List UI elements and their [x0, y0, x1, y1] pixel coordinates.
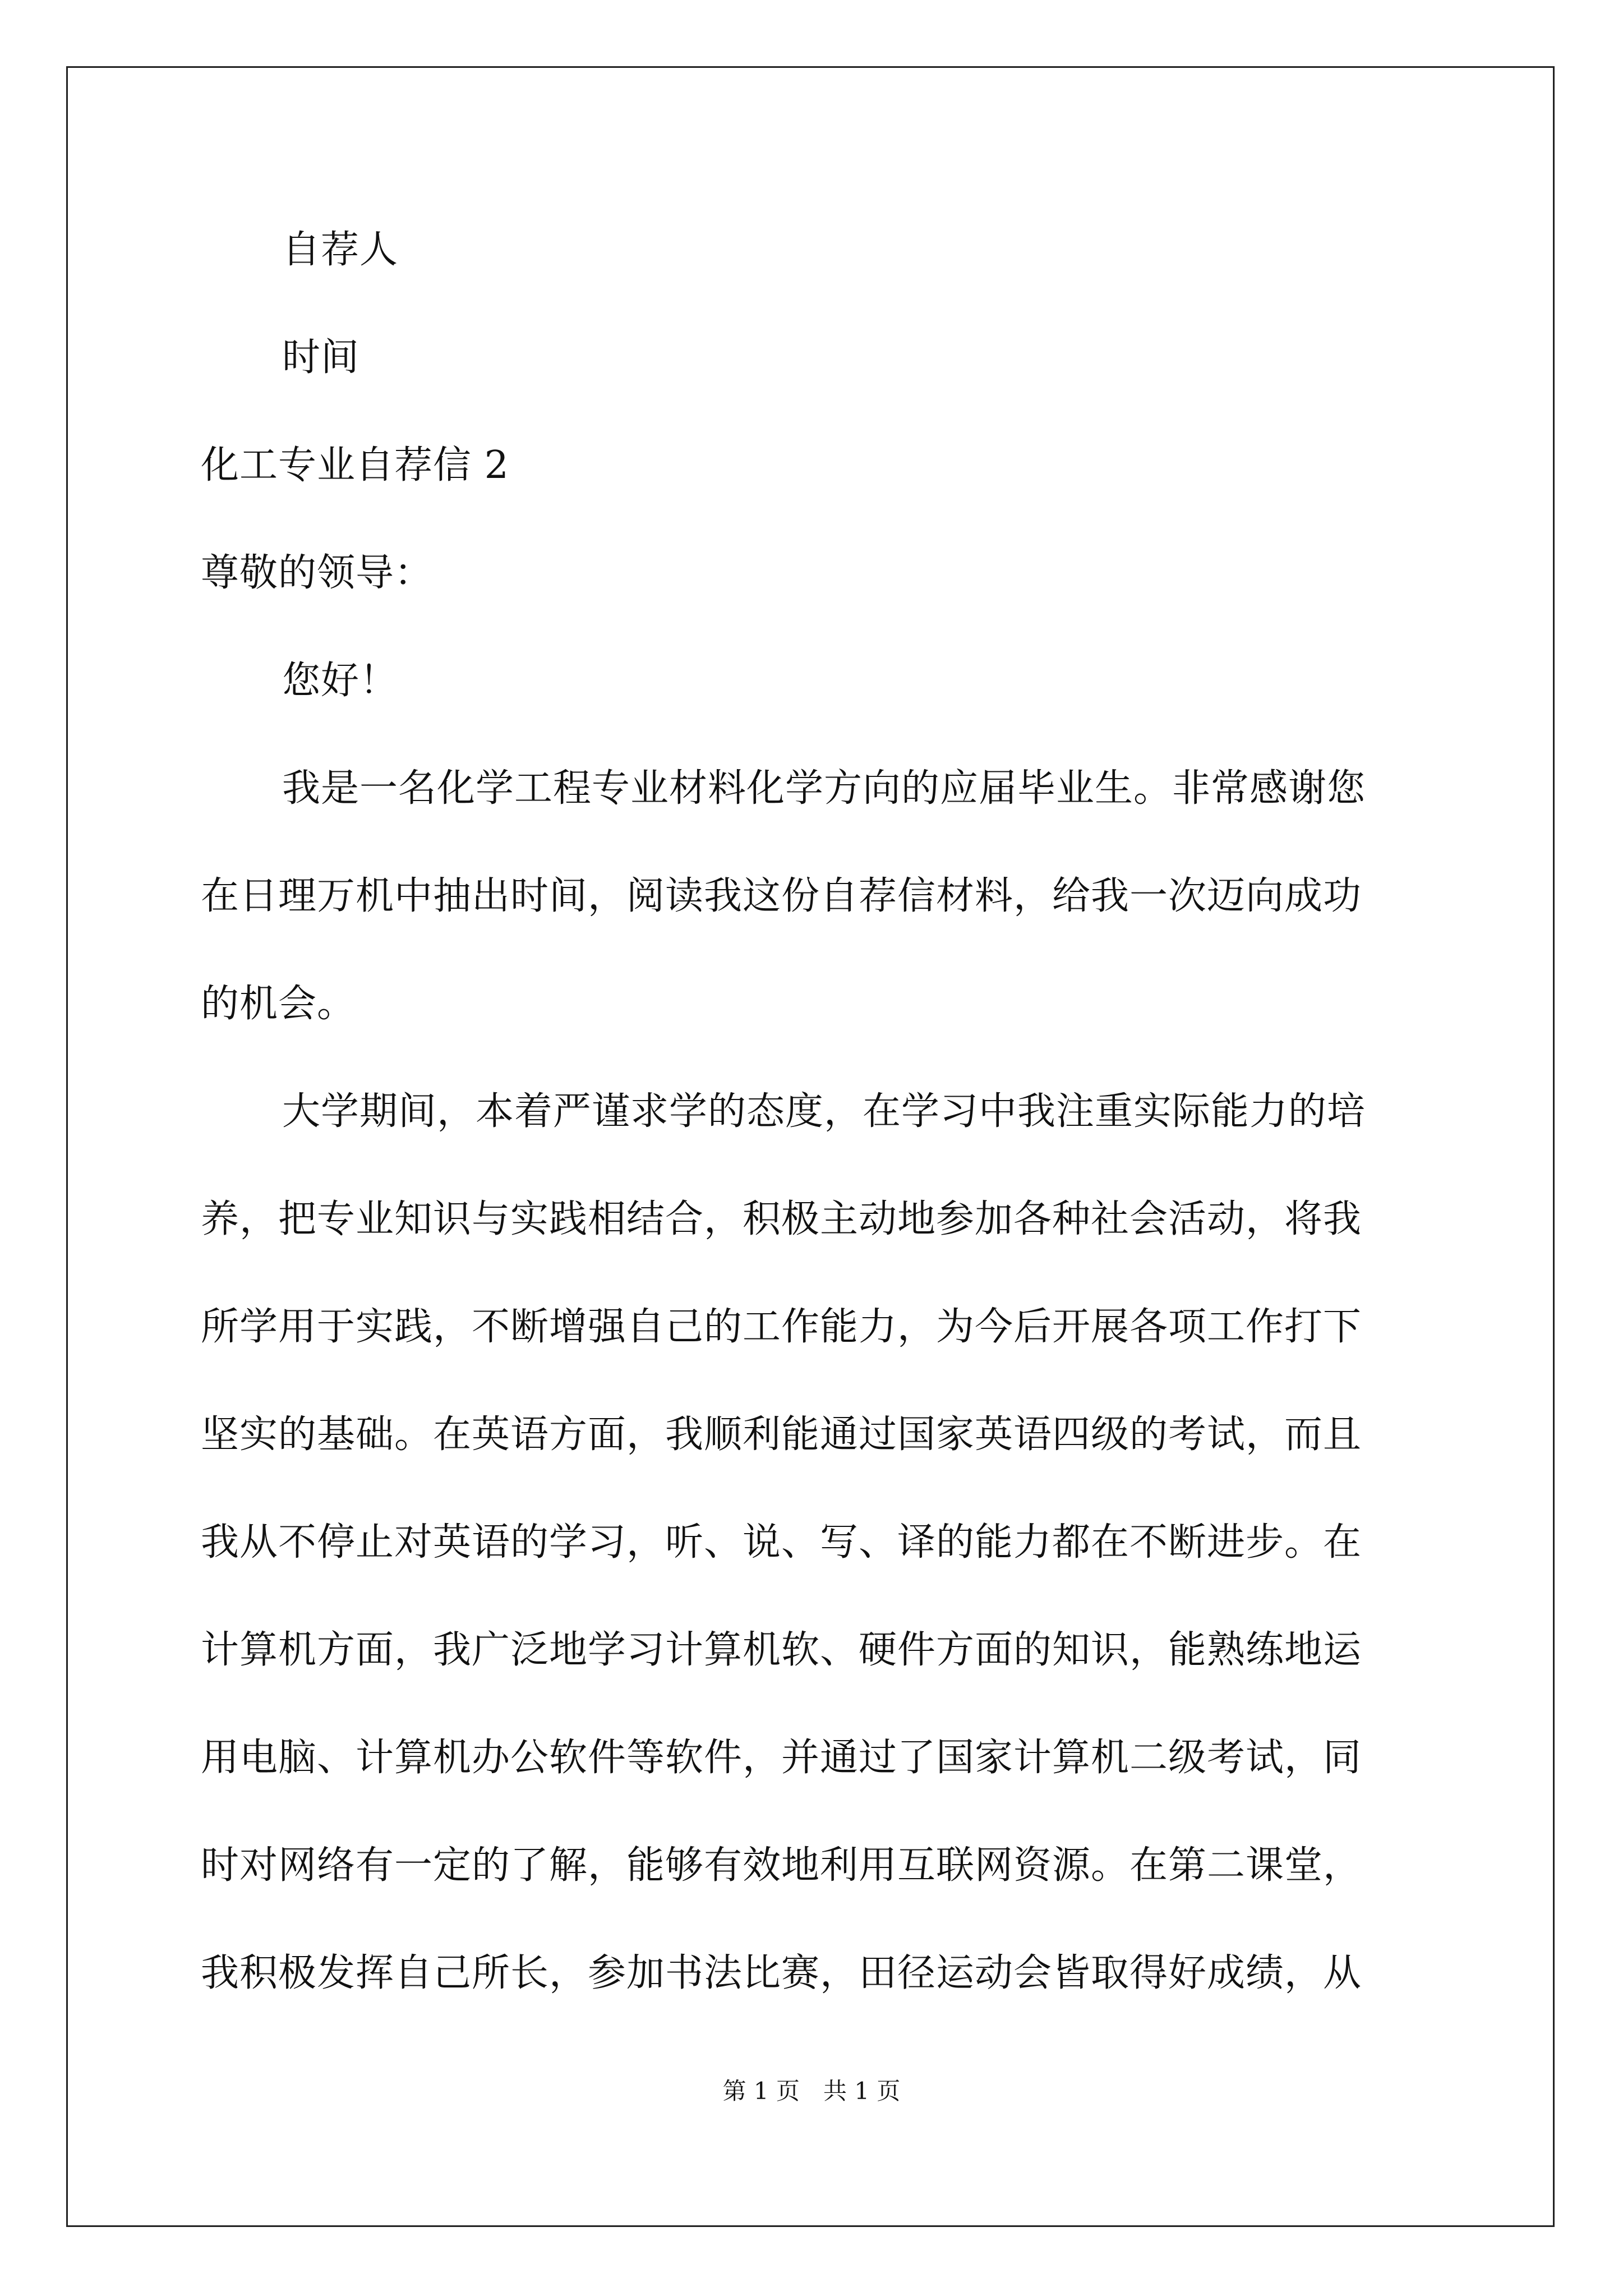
paragraph-line: 我积极发挥自己所长，参加书法比赛，田径运动会皆取得好成绩，从: [201, 1951, 1362, 1995]
paragraph-line: 时对网络有一定的了解，能够有效地利用互联网资源。在第二课堂，: [201, 1843, 1362, 1888]
paragraph-line: 大学期间，本着严谨求学的态度，在学习中我注重实际能力的培: [282, 1089, 1366, 1134]
paragraph-line: 养，把专业知识与实践相结合，积极主动地参加各种社会活动，将我: [201, 1197, 1362, 1241]
page-border: [66, 66, 1555, 2227]
paragraph-line: 我从不停止对英语的学习，听、说、写、译的能力都在不断进步。在: [201, 1520, 1362, 1565]
paragraph-line: 在日理万机中抽出时间，阅读我这份自荐信材料，给我一次迈向成功: [201, 874, 1362, 918]
paragraph-line: 所学用于实践，不断增强自己的工作能力，为今后开展各项工作打下: [201, 1305, 1362, 1349]
paragraph-line: 坚实的基础。在英语方面，我顺利能通过国家英语四级的考试，而且: [201, 1412, 1362, 1457]
salutation: 尊敬的领导：: [201, 551, 434, 595]
letter-heading: 化工专业自荐信 2: [201, 443, 509, 487]
paragraph-line: 的机会。: [201, 982, 356, 1026]
page-footer: 第 1 页 共 1 页: [722, 2077, 901, 2105]
greeting: 您好！: [282, 659, 399, 703]
recommender-label: 自荐人: [282, 228, 399, 272]
time-label: 时间: [282, 335, 360, 380]
paragraph-line: 计算机方面，我广泛地学习计算机软、硬件方面的知识，能熟练地运: [201, 1628, 1362, 1672]
paragraph-line: 用电脑、计算机办公软件等软件，并通过了国家计算机二级考试，同: [201, 1736, 1362, 1780]
paragraph-line: 我是一名化学工程专业材料化学方向的应届毕业生。非常感谢您: [282, 766, 1366, 811]
